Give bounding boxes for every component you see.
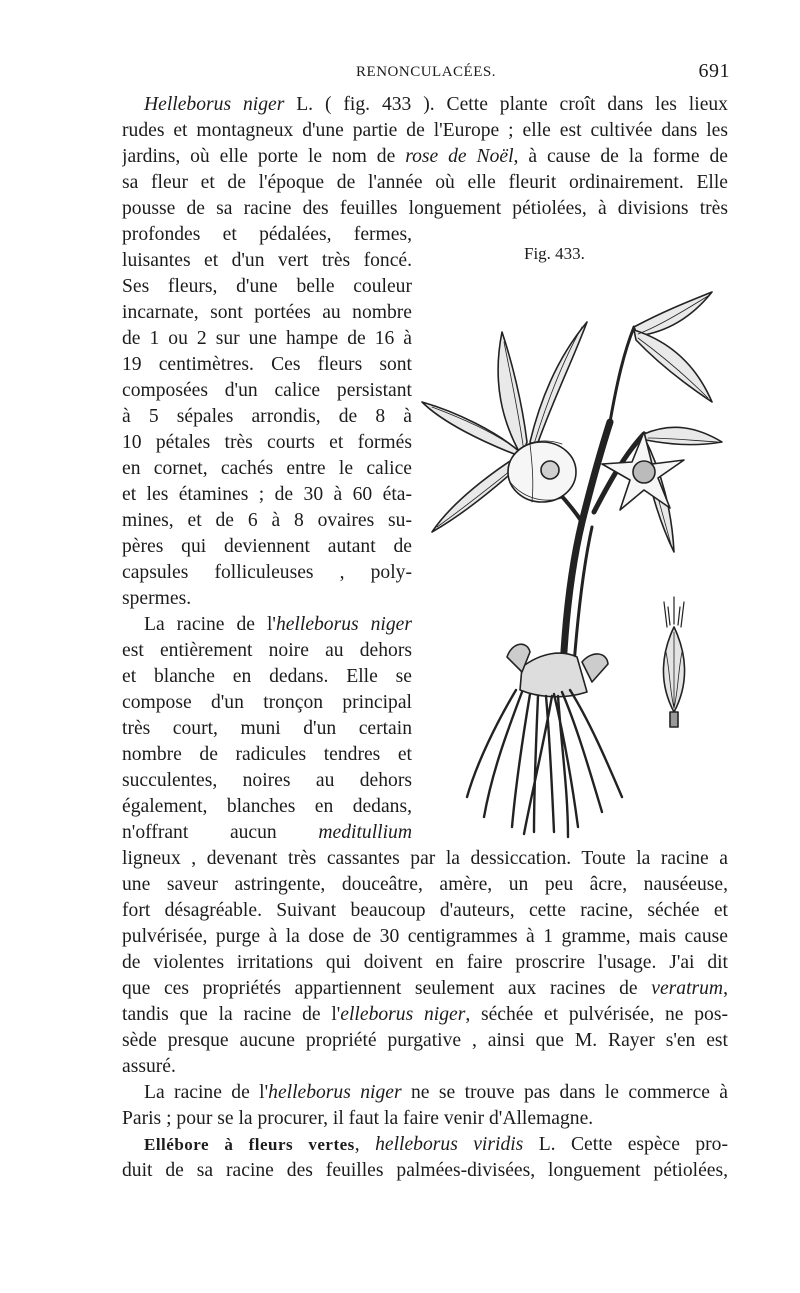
- text-line: pousse de sa racine des feuilles longuement pétiolées, à divisions très: [122, 198, 728, 219]
- text-line: mines, et de 6 à 8 ovaires su-: [122, 510, 412, 531]
- paragraph-helleborus-niger-intro: [122, 92, 728, 222]
- text-line: est entièrement noire au dehors: [122, 640, 412, 661]
- species-name: Helleborus niger: [144, 94, 285, 115]
- paragraph-commerce: [122, 1080, 728, 1132]
- hellebore-engraving: [412, 272, 730, 842]
- text-line: nombre de radicules tendres et: [122, 744, 412, 765]
- text-line: fort désagréable. Suivant beaucoup d'auteurs, cette racine, séchée et: [122, 900, 728, 921]
- text-line: une saveur astringente, douceâtre, amère, un peu âcre, nauséeuse,: [122, 874, 728, 895]
- text-line: La racine de l'helleborus niger: [144, 614, 412, 635]
- text-line: assuré.: [122, 1056, 176, 1077]
- text-line: et les étamines ; de 30 à 60 éta-: [122, 484, 412, 505]
- text-line: rudes et montagneux d'une partie de l'Europe ; elle est cultivée dans les: [122, 120, 728, 141]
- text-line: 10 pétales très courts et formés: [122, 432, 412, 453]
- text-line: spermes.: [122, 588, 192, 609]
- text-line: profondes et pédalées, fermes,: [122, 224, 412, 245]
- text-line: que ces propriétés appartiennent seulement aux racines de veratrum,: [122, 978, 728, 999]
- paragraph-helleborus-viridis: [122, 1132, 728, 1184]
- text-line: à 5 sépales arrondis, de 8 à: [122, 406, 412, 427]
- running-title: RENONCULACÉES.: [356, 64, 496, 80]
- text-line: pères qui deviennent autant de: [122, 536, 412, 557]
- text-line: succulentes, noires au dehors: [122, 770, 412, 791]
- paragraph-root-description: [122, 612, 412, 846]
- text-line: Ses fleurs, d'une belle couleur: [122, 276, 412, 297]
- text-line: et blanche en dedans. Elle se: [122, 666, 412, 687]
- text-line: Helleborus niger L. ( fig. 433 ). Cette plante croît dans les lieux: [144, 94, 728, 115]
- page-header: [122, 60, 730, 88]
- figure-caption: Fig. 433.: [524, 244, 585, 263]
- text-line: composées d'un calice persistant: [122, 380, 412, 401]
- paragraph-helleborus-niger-description: [122, 222, 412, 612]
- text-line: ligneux , devenant très cassantes par la dessiccation. Toute la racine a: [122, 848, 728, 869]
- text-line: très court, muni d'un certain: [122, 718, 412, 739]
- text-line: jardins, où elle porte le nom de rose de Noël, à cause de la forme de: [122, 146, 728, 167]
- entry-heading: Ellébore à fleurs vertes: [144, 1135, 355, 1154]
- text-line: en cornet, cachés entre le calice: [122, 458, 412, 479]
- text-line: n'offrant aucun meditullium: [122, 822, 412, 843]
- text-line: duit de sa racine des feuilles palmées-divisées, longuement pétiolées,: [122, 1160, 728, 1181]
- text-line: incarnate, sont portées au nombre: [122, 302, 412, 323]
- text-line: de 1 ou 2 sur une hampe de 16 à: [122, 328, 412, 349]
- paragraph-root-properties: [122, 846, 728, 1080]
- text-line: sa fleur et de l'époque de l'année où elle fleurit ordinairement. Elle: [122, 172, 728, 193]
- text-line: de violentes irritations qui doivent en faire proscrire l'usage. J'ai dit: [122, 952, 728, 973]
- page-number: 691: [698, 60, 730, 82]
- text-line: luisantes et d'un vert très foncé.: [122, 250, 412, 271]
- text-line: compose d'un tronçon principal: [122, 692, 412, 713]
- text-line: capsules folliculeuses , poly-: [122, 562, 412, 583]
- text-line: sède presque aucune propriété purgative , ainsi que M. Rayer s'en est: [122, 1030, 728, 1051]
- text-line: tandis que la racine de l'elleborus niger, séchée et pulvérisée, ne pos-: [122, 1004, 728, 1025]
- text-line: Paris ; pour se la procurer, il faut la faire venir d'Allemagne.: [122, 1108, 594, 1129]
- text-line: 19 centimètres. Ces fleurs sont: [122, 354, 412, 375]
- text-line: également, blanches en dedans,: [122, 796, 412, 817]
- text-line: La racine de l'helleborus niger ne se trouve pas dans le commerce à: [144, 1082, 728, 1103]
- text-line: Ellébore à fleurs vertes, helleborus viridis L. Cette espèce pro-: [144, 1134, 728, 1155]
- text-line: pulvérisée, purge à la dose de 30 centigrammes à 1 gramme, mais cause: [122, 926, 728, 947]
